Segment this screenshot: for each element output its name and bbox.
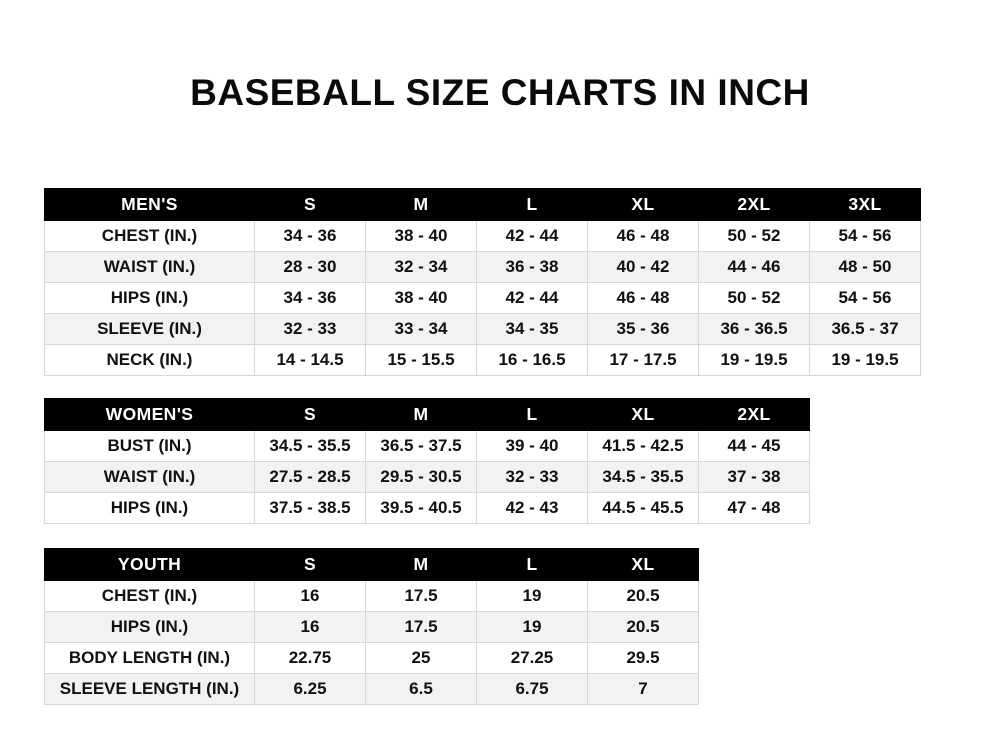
cell: 17.5 [366, 612, 477, 643]
mens-header-3xl: 3XL [810, 189, 921, 221]
cell: 36 - 36.5 [699, 314, 810, 345]
cell: 32 - 33 [477, 462, 588, 493]
cell: 6.75 [477, 674, 588, 705]
mens-table [44, 188, 921, 376]
cell: 41.5 - 42.5 [588, 431, 699, 462]
cell: 39.5 - 40.5 [366, 493, 477, 524]
womens-size-chart [44, 398, 810, 524]
row-label: NECK (IN.) [45, 345, 255, 376]
cell: 40 - 42 [588, 252, 699, 283]
cell: 37 - 38 [699, 462, 810, 493]
cell: 42 - 43 [477, 493, 588, 524]
mens-header-l: L [477, 189, 588, 221]
youth-header-s: S [255, 549, 366, 581]
cell: 32 - 34 [366, 252, 477, 283]
womens-table [44, 398, 810, 524]
womens-table-body [45, 431, 810, 524]
cell: 38 - 40 [366, 283, 477, 314]
mens-table-body [45, 221, 921, 376]
cell: 36.5 - 37.5 [366, 431, 477, 462]
cell: 46 - 48 [588, 221, 699, 252]
row-label: SLEEVE (IN.) [45, 314, 255, 345]
cell: 19 - 19.5 [810, 345, 921, 376]
row-label: HIPS (IN.) [45, 493, 255, 524]
cell: 19 [477, 612, 588, 643]
cell: 54 - 56 [810, 221, 921, 252]
cell: 16 - 16.5 [477, 345, 588, 376]
cell: 34.5 - 35.5 [255, 431, 366, 462]
cell: 15 - 15.5 [366, 345, 477, 376]
womens-header-m: M [366, 399, 477, 431]
womens-table-header [45, 399, 810, 431]
cell: 16 [255, 612, 366, 643]
cell: 29.5 - 30.5 [366, 462, 477, 493]
cell: 42 - 44 [477, 283, 588, 314]
table-row [45, 493, 810, 524]
youth-header-m: M [366, 549, 477, 581]
mens-header-xl: XL [588, 189, 699, 221]
cell: 37.5 - 38.5 [255, 493, 366, 524]
row-label: SLEEVE LENGTH (IN.) [45, 674, 255, 705]
table-row [45, 314, 921, 345]
cell: 34 - 36 [255, 221, 366, 252]
table-row [45, 674, 699, 705]
youth-table-header [45, 549, 699, 581]
youth-header-l: L [477, 549, 588, 581]
cell: 34 - 35 [477, 314, 588, 345]
womens-header-xl: XL [588, 399, 699, 431]
row-label: WAIST (IN.) [45, 252, 255, 283]
cell: 25 [366, 643, 477, 674]
mens-size-chart [44, 188, 921, 376]
row-label: HIPS (IN.) [45, 612, 255, 643]
womens-header-category: WOMEN'S [45, 399, 255, 431]
cell: 34.5 - 35.5 [588, 462, 699, 493]
cell: 46 - 48 [588, 283, 699, 314]
row-label: BODY LENGTH (IN.) [45, 643, 255, 674]
youth-header-xl: XL [588, 549, 699, 581]
cell: 35 - 36 [588, 314, 699, 345]
cell: 20.5 [588, 581, 699, 612]
row-label: CHEST (IN.) [45, 581, 255, 612]
cell: 27.5 - 28.5 [255, 462, 366, 493]
mens-header-m: M [366, 189, 477, 221]
cell: 29.5 [588, 643, 699, 674]
cell: 34 - 36 [255, 283, 366, 314]
table-row [45, 581, 699, 612]
cell: 19 [477, 581, 588, 612]
cell: 7 [588, 674, 699, 705]
cell: 48 - 50 [810, 252, 921, 283]
mens-header-2xl: 2XL [699, 189, 810, 221]
youth-header-category: YOUTH [45, 549, 255, 581]
cell: 27.25 [477, 643, 588, 674]
cell: 50 - 52 [699, 283, 810, 314]
womens-header-2xl: 2XL [699, 399, 810, 431]
page-title: BASEBALL SIZE CHARTS IN INCH [190, 72, 810, 113]
youth-table [44, 548, 699, 705]
cell: 14 - 14.5 [255, 345, 366, 376]
table-row [45, 462, 810, 493]
table-header-row [45, 189, 921, 221]
cell: 36 - 38 [477, 252, 588, 283]
cell: 17.5 [366, 581, 477, 612]
table-row [45, 221, 921, 252]
row-label: CHEST (IN.) [45, 221, 255, 252]
cell: 28 - 30 [255, 252, 366, 283]
cell: 44.5 - 45.5 [588, 493, 699, 524]
mens-header-category: MEN'S [45, 189, 255, 221]
table-row [45, 252, 921, 283]
womens-header-s: S [255, 399, 366, 431]
cell: 44 - 46 [699, 252, 810, 283]
cell: 16 [255, 581, 366, 612]
table-header-row [45, 549, 699, 581]
row-label: WAIST (IN.) [45, 462, 255, 493]
table-row [45, 612, 699, 643]
cell: 39 - 40 [477, 431, 588, 462]
cell: 54 - 56 [810, 283, 921, 314]
cell: 42 - 44 [477, 221, 588, 252]
cell: 20.5 [588, 612, 699, 643]
cell: 38 - 40 [366, 221, 477, 252]
mens-table-header [45, 189, 921, 221]
table-row [45, 345, 921, 376]
row-label: BUST (IN.) [45, 431, 255, 462]
womens-header-l: L [477, 399, 588, 431]
table-row [45, 283, 921, 314]
table-header-row [45, 399, 810, 431]
cell: 36.5 - 37 [810, 314, 921, 345]
mens-header-s: S [255, 189, 366, 221]
row-label: HIPS (IN.) [45, 283, 255, 314]
cell: 19 - 19.5 [699, 345, 810, 376]
youth-table-body [45, 581, 699, 705]
cell: 32 - 33 [255, 314, 366, 345]
table-row [45, 431, 810, 462]
cell: 6.5 [366, 674, 477, 705]
cell: 47 - 48 [699, 493, 810, 524]
cell: 44 - 45 [699, 431, 810, 462]
cell: 17 - 17.5 [588, 345, 699, 376]
cell: 22.75 [255, 643, 366, 674]
cell: 50 - 52 [699, 221, 810, 252]
table-row [45, 643, 699, 674]
cell: 33 - 34 [366, 314, 477, 345]
cell: 6.25 [255, 674, 366, 705]
youth-size-chart [44, 548, 699, 705]
